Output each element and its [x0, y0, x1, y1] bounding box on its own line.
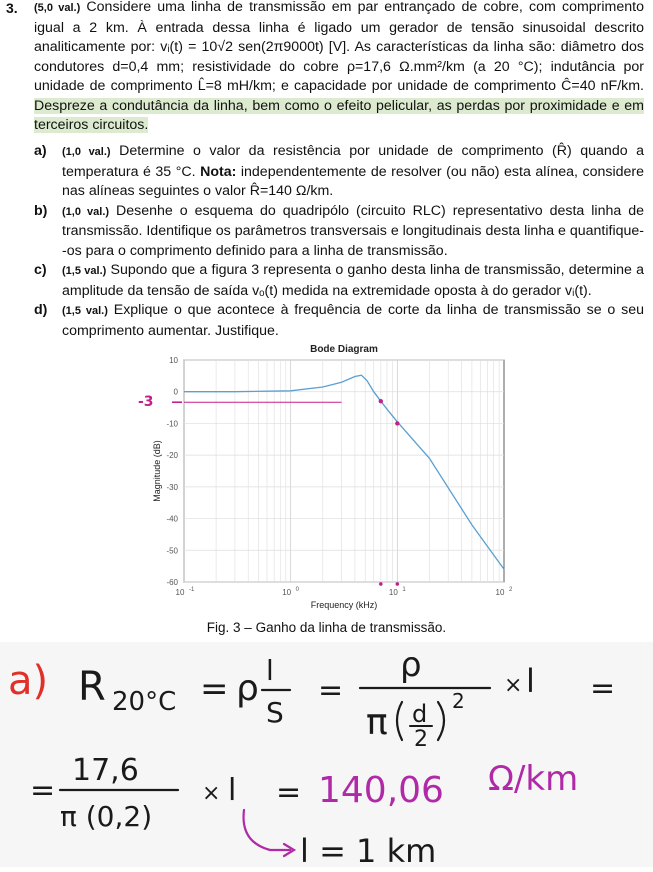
sub-question-1 [34, 202, 644, 262]
bode-svg [140, 340, 520, 620]
sub-question-value: (1,0 val.) [62, 205, 110, 218]
sub-question-text [62, 202, 644, 262]
highlighted-sentence: Despreze a condutância da linha, bem como o efeito pelicular, as perdas por proximidade e em terceiros circuitos. [34, 97, 644, 133]
notes-paren-left [397, 702, 402, 740]
question-number: 3. [6, 0, 18, 16]
chart-title: Bode Diagram [310, 344, 378, 355]
sub-question-text [62, 261, 644, 301]
sub-question-text [62, 142, 644, 202]
sub-question-body: Supondo que a figura 3 representa o ganho desta linha de transmissão, determine a amplitude da tensão de saída vₒ(t) medida na extremidade oposta à do gerador vᵢ(t). [62, 262, 644, 299]
notes-result-unit: Ω/km [488, 759, 579, 799]
bode-chart [140, 340, 520, 620]
notes-part-label: a) [8, 658, 49, 704]
notes-rho-2: ρ [400, 645, 422, 685]
notes-s-denominator: S [266, 696, 284, 729]
notes-paren-right [438, 702, 444, 740]
x-tick-exponent: 0 [295, 587, 300, 593]
y-tick-label: -60 [166, 578, 178, 587]
notes-two: 2 [414, 727, 428, 752]
notes-pi-1: π [366, 702, 388, 743]
sub-question-value: (1,5 val.) [62, 265, 107, 277]
sub-question-body: Explique o que acontece à frequência de corte da linha de transmissão se o seu comprimento aumentar. Justifique. [62, 302, 644, 339]
x-tick-exponent: 2 [509, 587, 513, 593]
notes-r-symbol: R [78, 664, 106, 710]
notes-times-2: × [202, 781, 221, 806]
annotation-point [379, 399, 383, 403]
notes-numerator-value: 17,6 [72, 753, 139, 788]
sub-question-3 [34, 301, 644, 341]
notes-l-numerator: l [266, 654, 274, 687]
notes-l-1: l [526, 662, 535, 700]
question-intro: Considere uma linha de transmissão em par entrançado de cobre, com comprimento igual a 2 km. À entrada dessa linha é ligado um gerador de tensão sinusoidal descrito analiticamente por: vᵢ(t) = 10√2 sen(2π9000t) [V]. As características da linha são: diâmetro dos condutores d=0,4 mm; resistividade do cobre ρ=17,6 Ω.mm²/km (a 20 °C); indutância por unidade de comprimento L̂=8 mH/km; e capacidade por unidade de comprimento Ĉ=40 nF/km. [34, 0, 644, 94]
notes-l-2: l [228, 773, 237, 808]
x-tick-label: 10 [388, 588, 398, 597]
plot-area [184, 360, 504, 582]
question-value: (5,0 val.) [34, 2, 81, 14]
y-tick-label: -30 [166, 482, 178, 492]
notes-d: d [412, 700, 428, 728]
question-statement [34, 0, 644, 136]
notes-svg [0, 642, 653, 870]
notes-equals-3: = [590, 671, 616, 706]
y-axis-label: Magnitude (dB) [152, 440, 162, 502]
x-tick-exponent: -1 [189, 587, 195, 593]
x-tick-label: 10 [175, 588, 185, 597]
figure-caption: Fig. 3 – Ganho da linha de transmissão. [206, 620, 447, 635]
notes-equals-5: = [276, 775, 302, 810]
y-tick-label: 10 [169, 356, 178, 365]
sub-question-2 [34, 261, 644, 301]
y-tick-label: -40 [166, 514, 178, 524]
sub-question-label: b) [34, 202, 48, 219]
sub-question-label: d) [34, 302, 48, 318]
notes-result-value: 140,06 [318, 770, 444, 811]
y-tick-label: 0 [173, 387, 178, 397]
sub-question-note-label: Nota: [200, 163, 237, 180]
notes-equals-4: = [30, 773, 56, 808]
sub-question-text [62, 301, 644, 341]
annotation-minus3-label: -3 [138, 394, 154, 411]
sub-question-value: (1,0 val.) [62, 146, 111, 158]
notes-rho-1: ρ [236, 668, 259, 709]
handwritten-notes [0, 642, 653, 870]
notes-denominator-value: π (0,2) [60, 800, 153, 833]
annotation-point [395, 421, 399, 425]
y-tick-label: -50 [166, 546, 178, 556]
sub-questions [34, 142, 644, 341]
sub-question-0 [34, 142, 644, 202]
y-tick-label: -10 [166, 419, 178, 429]
x-tick-label: 10 [282, 588, 292, 597]
notes-r-subscript: 20°C [112, 687, 177, 717]
annotation-axis-mark [379, 582, 383, 586]
notes-square: 2 [452, 689, 465, 713]
sub-question-label: c) [34, 262, 47, 278]
sub-question-body: Desenhe o esquema do quadripólo (circuito RLC) representativo desta linha de transmissão. Identifique os parâmetros transversais e longitudinais desta linha e quantifique--os para o comprimento definido para a linha de transmissão. [62, 202, 645, 259]
notes-equals-2: = [318, 673, 344, 708]
x-tick-exponent: 1 [402, 587, 406, 593]
x-tick-label: 10 [495, 588, 505, 597]
sub-question-body: Determine o valor da resistência por unidade de comprimento (R̂) quando a temperatura é 35 °C. [62, 143, 644, 180]
x-axis-label: Frequency (kHz) [310, 600, 378, 610]
annotation-axis-mark [396, 582, 400, 586]
sub-question-label: a) [34, 143, 47, 159]
sub-question-note: independentemente de resolver (ou não) esta alínea, considere nas alíneas seguintes o valor R̂=140 Ω/km. [62, 163, 644, 199]
notes-times-1: × [504, 673, 523, 698]
notes-equals-1: = [200, 669, 229, 709]
y-tick-label: -20 [166, 451, 178, 461]
sub-question-value: (1,5 val.) [62, 305, 108, 317]
notes-l-value: l = 1 km [300, 832, 437, 870]
